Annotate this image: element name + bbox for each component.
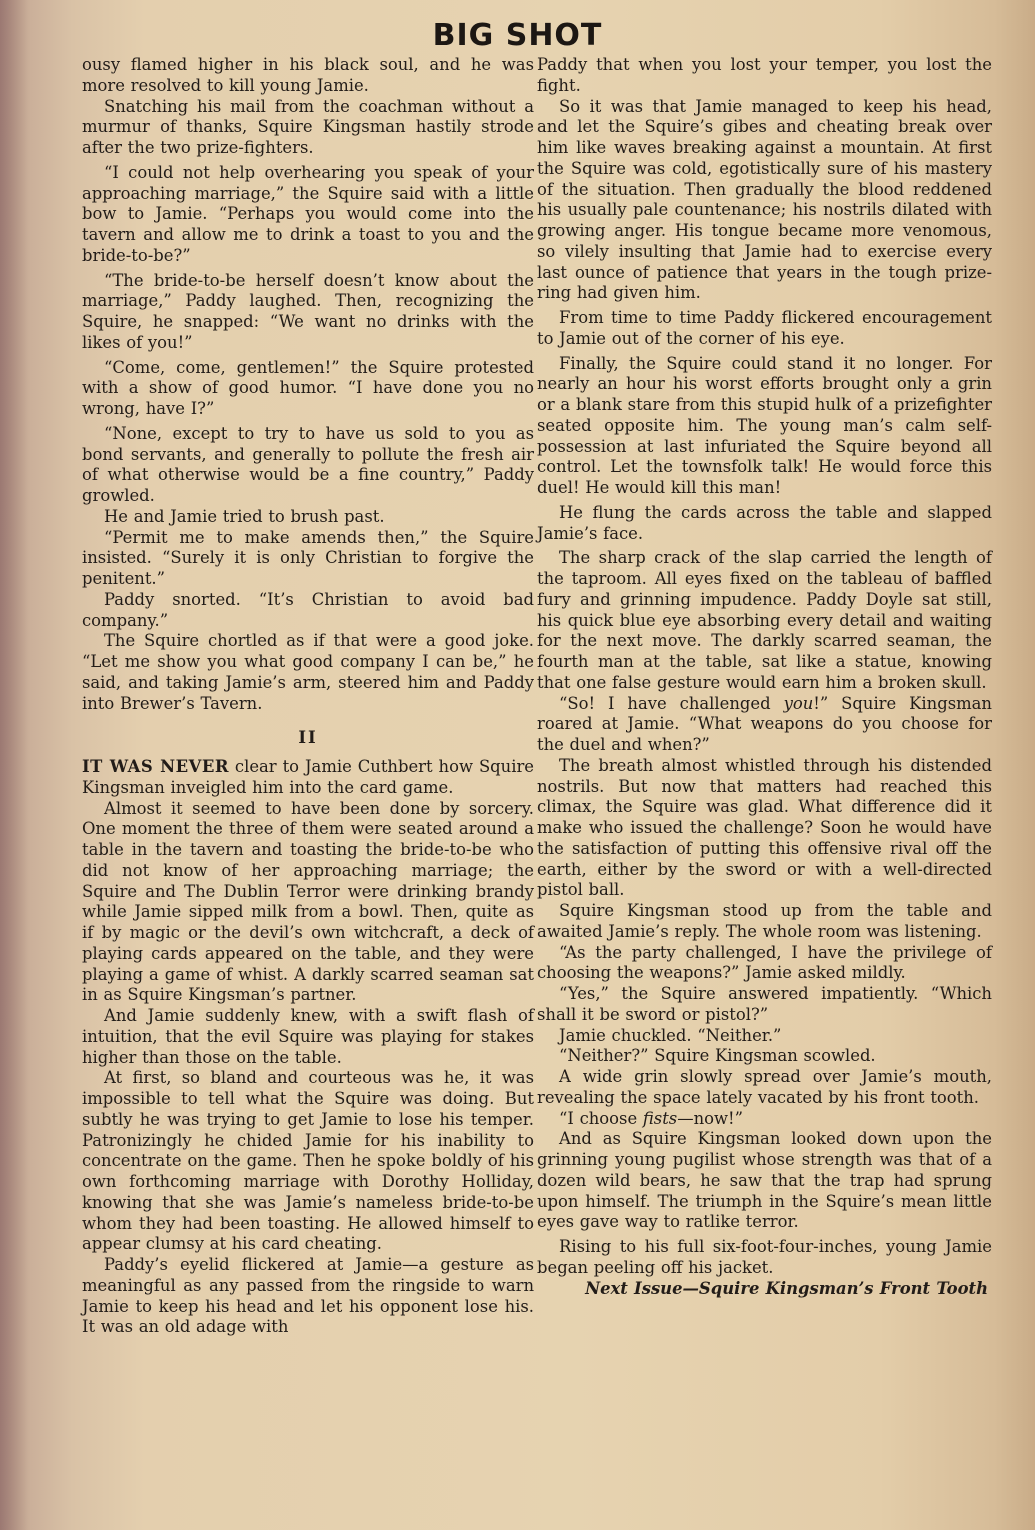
emphasis: you xyxy=(783,693,814,713)
paragraph: The Squire chortled as if that were a good joke. “Let me show you what good company I can be,” he said, and taking Jamie’s arm, steered him and Paddy into Brewer’s Tavern. xyxy=(82,631,534,713)
paragraph: A wide grin slowly spread over Jamie’s mouth, revealing the space lately vacated by his front tooth. xyxy=(537,1067,992,1107)
lead-in: IT WAS NEVER xyxy=(82,757,229,776)
paragraph: “I could not help overhearing you speak of your approaching marriage,” the Squire said with a little bow to Jamie. “Perhaps you would come into the tavern and allow me to drink a toast to you and the bride-to-be?” xyxy=(82,162,534,265)
paragraph-text: clear to Jamie Cuthbert how Squire Kingsman inveigled him into the card game. xyxy=(82,757,534,797)
paragraph: ousy flamed higher in his black soul, and he was more resolved to kill young Jamie. xyxy=(82,55,534,95)
paragraph: From time to time Paddy flickered encouragement to Jamie out of the corner of his eye. xyxy=(537,308,992,348)
paragraph-text: !” Squire Kingsman roared at Jamie. “What weapons do you choose for the duel and when?” xyxy=(537,693,992,754)
paragraph: Almost it seemed to have been done by sorcery. One moment the three of them were seated around a table in the tavern and toasting the bride-to-be who did not know of her approaching marriage; the Squire and The Dublin Terror were drinking brandy while Jamie sipped milk from a bowl. Then, quite as if by magic or the devil’s own witchcraft, a deck of playing cards appeared on the table, and they were playing a game of whist. A darkly scarred seaman sat in as Squire Kingsman’s partner. xyxy=(82,798,534,1005)
paragraph: Jamie chuckled. “Neither.” xyxy=(559,1025,782,1045)
paragraph xyxy=(537,1109,992,1130)
paragraph: Finally, the Squire could stand it no longer. For nearly an hour his worst efforts brought only a grin or a blank stare from this stupid hulk of a prizefighter seated opposite him. The young man’s calm self-possession at last infuriated the Squire beyond all control. Let the townsfolk talk! He would force this duel! He would kill this man! xyxy=(537,353,992,497)
paragraph: “As the party challenged, I have the privilege of choosing the weapons?” Jamie asked mildly. xyxy=(537,942,992,983)
paragraph: The breath almost whistled through his distended nostrils. But now that matters had reached this climax, the Squire was glad. What difference did it make who issued the challenge? Soon he would have the satisfaction of putting this offensive rival off the earth, either by the sword or with a well-directed pistol ball. xyxy=(537,755,992,900)
paragraph: Paddy’s eyelid flickered at Jamie—a gesture as meaningful as any passed from the ringside to warn Jamie to keep his head and let his opponent lose his. It was an old adage with xyxy=(82,1255,534,1337)
emphasis: fists xyxy=(642,1108,678,1128)
next-issue-teaser: Next Issue—Squire Kingsman’s Front Tooth xyxy=(585,1278,988,1298)
paragraph: “The bride-to-be herself doesn’t know about the marriage,” Paddy laughed. Then, recognizing the Squire, he snapped: “We want no drinks with the likes of you!” xyxy=(82,270,534,352)
paragraph: And Jamie suddenly knew, with a swift flash of intuition, that the evil Squire was playing for stakes higher than those on the table. xyxy=(82,1006,534,1067)
section-number: II xyxy=(298,728,318,748)
paragraph: “Come, come, gentlemen!” the Squire protested with a show of good humor. “I have done you no wrong, have I?” xyxy=(82,357,534,418)
paragraph: He and Jamie tried to brush past. xyxy=(104,506,385,526)
right-column xyxy=(537,55,992,1299)
paragraph: Paddy snorted. “It’s Christian to avoid bad company.” xyxy=(82,589,534,630)
paragraph: The sharp crack of the slap carried the length of the taproom. All eyes fixed on the tableau of baffled fury and grinning impudence. Paddy Doyle sat still, his quick blue eye absorbing every detail and waiting for the next move. The darkly scarred seaman, the fourth man at the table, sat like a statue, knowing that one false gesture would earn him a broken skull. xyxy=(537,548,992,692)
paragraph xyxy=(82,757,534,799)
paragraph: “Neither?” Squire Kingsman scowled. xyxy=(559,1046,876,1066)
paragraph: “None, except to try to have us sold to you as bond servants, and generally to pollute the fresh air of what otherwise would be a fine country,” Paddy growled. xyxy=(82,423,534,505)
left-column xyxy=(82,55,534,1338)
paragraph-text: —now!” xyxy=(677,1108,744,1128)
paragraph: He flung the cards across the table and slapped Jamie’s face. xyxy=(537,502,992,543)
paragraph xyxy=(537,694,992,756)
paragraph-text: “I choose xyxy=(559,1108,643,1128)
paragraph: And as Squire Kingsman looked down upon the grinning young pugilist whose strength was that of a dozen wild bears, he saw that the trap had sprung upon himself. The triumph in the Squire’s mean little eyes gave way to ratlike terror. xyxy=(537,1129,992,1232)
paragraph: Paddy that when you lost your temper, you lost the fight. xyxy=(537,55,992,95)
paragraph: At first, so bland and courteous was he, it was impossible to tell what the Squire was doing. But subtly he was trying to get Jamie to lose his temper. Patronizingly he chided Jamie for his inability to concentrate on the game. Then he spoke boldly of his own forthcoming marriage with Dorothy Holliday, knowing that she was Jamie’s nameless bride-to-be whom they had been toasting. He allowed himself to appear clumsy at his card cheating. xyxy=(82,1068,534,1254)
paragraph: “Permit me to make amends then,” the Squire insisted. “Surely it is only Christian to forgive the penitent.” xyxy=(82,527,534,588)
page-title: BIG SHOT xyxy=(432,18,603,53)
paragraph: So it was that Jamie managed to keep his head, and let the Squire’s gibes and cheating break over him like waves breaking against a mountain. At first the Squire was cold, egotistically sure of his mastery of the situation. Then gradually the blood reddened his usually pale countenance; his nostrils dilated with growing anger. His tongue became more venomous, so vilely insulting that Jamie had to exercise every last ounce of patience that years in the tough prize-ring had given him. xyxy=(537,96,992,303)
paragraph: Squire Kingsman stood up from the table and awaited Jamie’s reply. The whole room was listening. xyxy=(537,901,992,941)
paragraph: Snatching his mail from the coachman without a murmur of thanks, Squire Kingsman hastily strode after the two prize-fighters. xyxy=(82,96,534,157)
paragraph: “Yes,” the Squire answered impatiently. “Which shall it be sword or pistol?” xyxy=(537,984,992,1024)
paragraph-text: “So! I have challenged xyxy=(559,693,784,713)
paragraph: Rising to his full six-foot-four-inches, young Jamie began peeling off his jacket. xyxy=(537,1237,992,1277)
